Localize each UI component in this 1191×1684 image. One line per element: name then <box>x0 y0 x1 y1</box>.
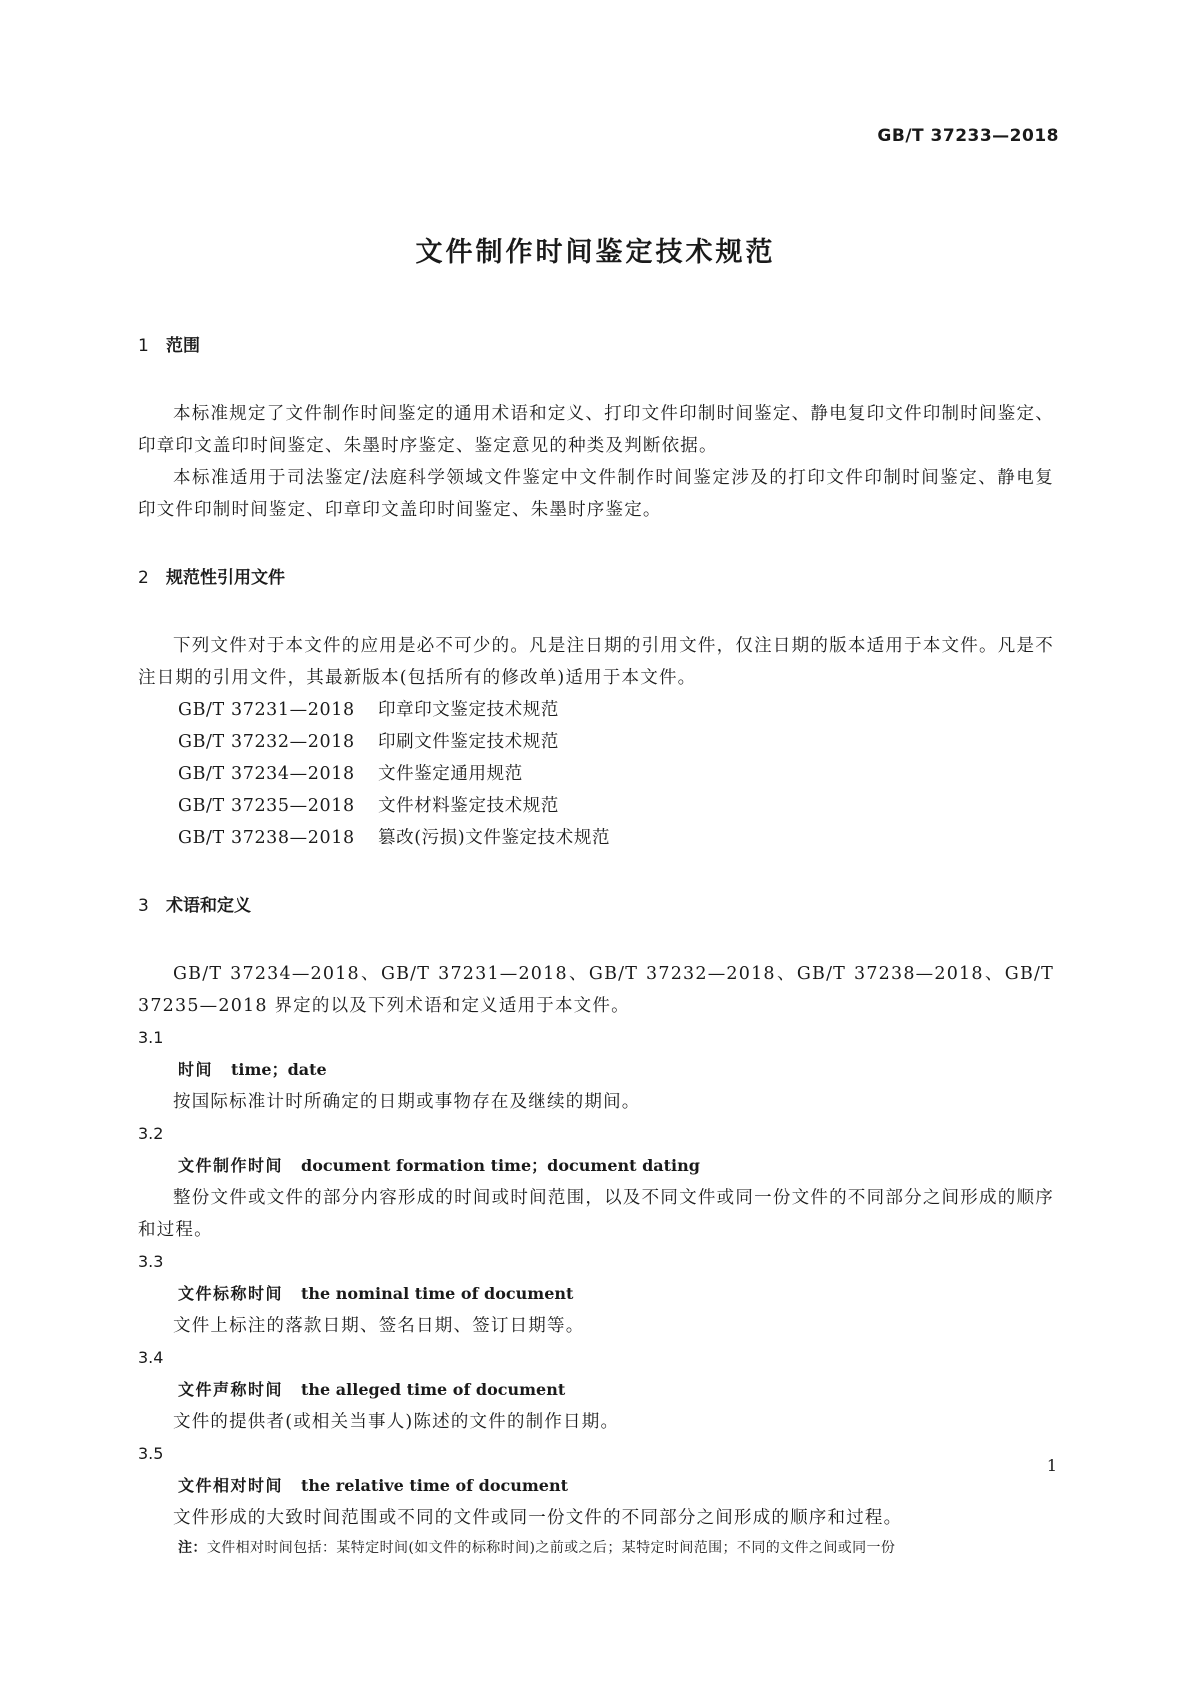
term-definition: 按国际标准计时所确定的日期或事物存在及继续的期间。 <box>173 1092 641 1112</box>
term-en: document formation time；document dating <box>301 1156 700 1175</box>
section-title: 规范性引用文件 <box>166 568 285 588</box>
term-zh: 文件制作时间 <box>178 1156 284 1175</box>
section-number: 1 <box>138 336 149 356</box>
reference-title: 篡改(污损)文件鉴定技术规范 <box>378 828 611 848</box>
term-heading <box>138 1278 1054 1310</box>
term-number: 3.3 <box>138 1252 164 1271</box>
term-entry <box>138 1022 1054 1118</box>
term-definition: 整份文件或文件的部分内容形成的时间或时间范围，以及不同文件或同一份文件的不同部分之间形成的顺序和过程。 <box>138 1188 1054 1240</box>
reference-code: GB/T 37231—2018 <box>178 700 355 720</box>
reference-code: GB/T 37238—2018 <box>178 828 355 848</box>
term-definition: 文件形成的大致时间范围或不同的文件或同一份文件的不同部分之间形成的顺序和过程。 <box>173 1508 903 1528</box>
term-zh: 文件声称时间 <box>178 1380 284 1399</box>
note-label: 注： <box>178 1540 207 1556</box>
term-en: time；date <box>231 1060 327 1079</box>
term-number: 3.5 <box>138 1444 164 1463</box>
term-definition: 文件的提供者(或相关当事人)陈述的文件的制作日期。 <box>173 1412 620 1432</box>
page-number: 1 <box>1046 1456 1057 1475</box>
paragraph: 下列文件对于本文件的应用是必不可少的。凡是注日期的引用文件，仅注日期的版本适用于本文件。凡是不注日期的引用文件，其最新版本(包括所有的修改单)适用于本文件。 <box>138 636 1054 688</box>
reference-item <box>138 694 1054 726</box>
term-heading <box>138 1374 1054 1406</box>
section-number: 2 <box>138 568 149 588</box>
term-zh: 时间 <box>178 1060 214 1079</box>
section-3-heading <box>138 894 1054 918</box>
term-zh: 文件标称时间 <box>178 1284 284 1303</box>
paragraph: 本标准适用于司法鉴定/法庭科学领域文件鉴定中文件制作时间鉴定涉及的打印文件印制时间鉴定、静电复印文件印制时间鉴定、印章印文盖印时间鉴定、朱墨时序鉴定。 <box>138 468 1054 520</box>
term-heading <box>138 1470 1054 1502</box>
term-entry <box>138 1438 1054 1534</box>
section-1-heading <box>138 334 1054 358</box>
term-entry <box>138 1246 1054 1342</box>
section-2-heading <box>138 566 1054 590</box>
section-number: 3 <box>138 896 149 916</box>
term-en: the nominal time of document <box>301 1284 574 1303</box>
document-body <box>138 334 1054 1562</box>
paragraph: GB/T 37234—2018、GB/T 37231—2018、GB/T 37232—2018、GB/T 37238—2018、GB/T 37235—2018 界定的以及下列术语和定义适用于本文件。 <box>138 964 1054 1016</box>
reference-item <box>138 790 1054 822</box>
page-title: 文件制作时间鉴定技术规范 <box>415 237 776 268</box>
term-number: 3.2 <box>138 1124 164 1143</box>
term-heading <box>138 1150 1054 1182</box>
term-number: 3.4 <box>138 1348 164 1367</box>
paragraph: 本标准规定了文件制作时间鉴定的通用术语和定义、打印文件印制时间鉴定、静电复印文件印制时间鉴定、印章印文盖印时间鉴定、朱墨时序鉴定、鉴定意见的种类及判断依据。 <box>138 404 1054 456</box>
reference-item <box>138 726 1054 758</box>
term-entry <box>138 1118 1054 1246</box>
reference-title: 印章印文鉴定技术规范 <box>378 700 559 720</box>
term-number: 3.1 <box>138 1028 164 1047</box>
note-text: 文件相对时间包括：某特定时间(如文件的标称时间)之前或之后；某特定时间范围；不同的文件之间或同一份 <box>206 1540 896 1556</box>
reference-item <box>138 822 1054 854</box>
term-en: the relative time of document <box>301 1476 568 1495</box>
term-zh: 文件相对时间 <box>178 1476 284 1495</box>
term-entry <box>138 1342 1054 1438</box>
term-definition: 文件上标注的落款日期、签名日期、签订日期等。 <box>173 1316 585 1336</box>
reference-code: GB/T 37234—2018 <box>178 764 355 784</box>
reference-item <box>138 758 1054 790</box>
standard-code: GB/T 37233—2018 <box>877 126 1059 146</box>
term-en: the alleged time of document <box>301 1380 566 1399</box>
reference-code: GB/T 37235—2018 <box>178 796 355 816</box>
term-heading <box>138 1054 1054 1086</box>
reference-title: 文件材料鉴定技术规范 <box>378 796 559 816</box>
section-title: 范围 <box>166 336 200 356</box>
reference-title: 印刷文件鉴定技术规范 <box>378 732 559 752</box>
section-title: 术语和定义 <box>166 896 251 916</box>
reference-list <box>138 694 1054 854</box>
reference-code: GB/T 37232—2018 <box>178 732 355 752</box>
reference-title: 文件鉴定通用规范 <box>378 764 523 784</box>
note <box>138 1534 1054 1562</box>
